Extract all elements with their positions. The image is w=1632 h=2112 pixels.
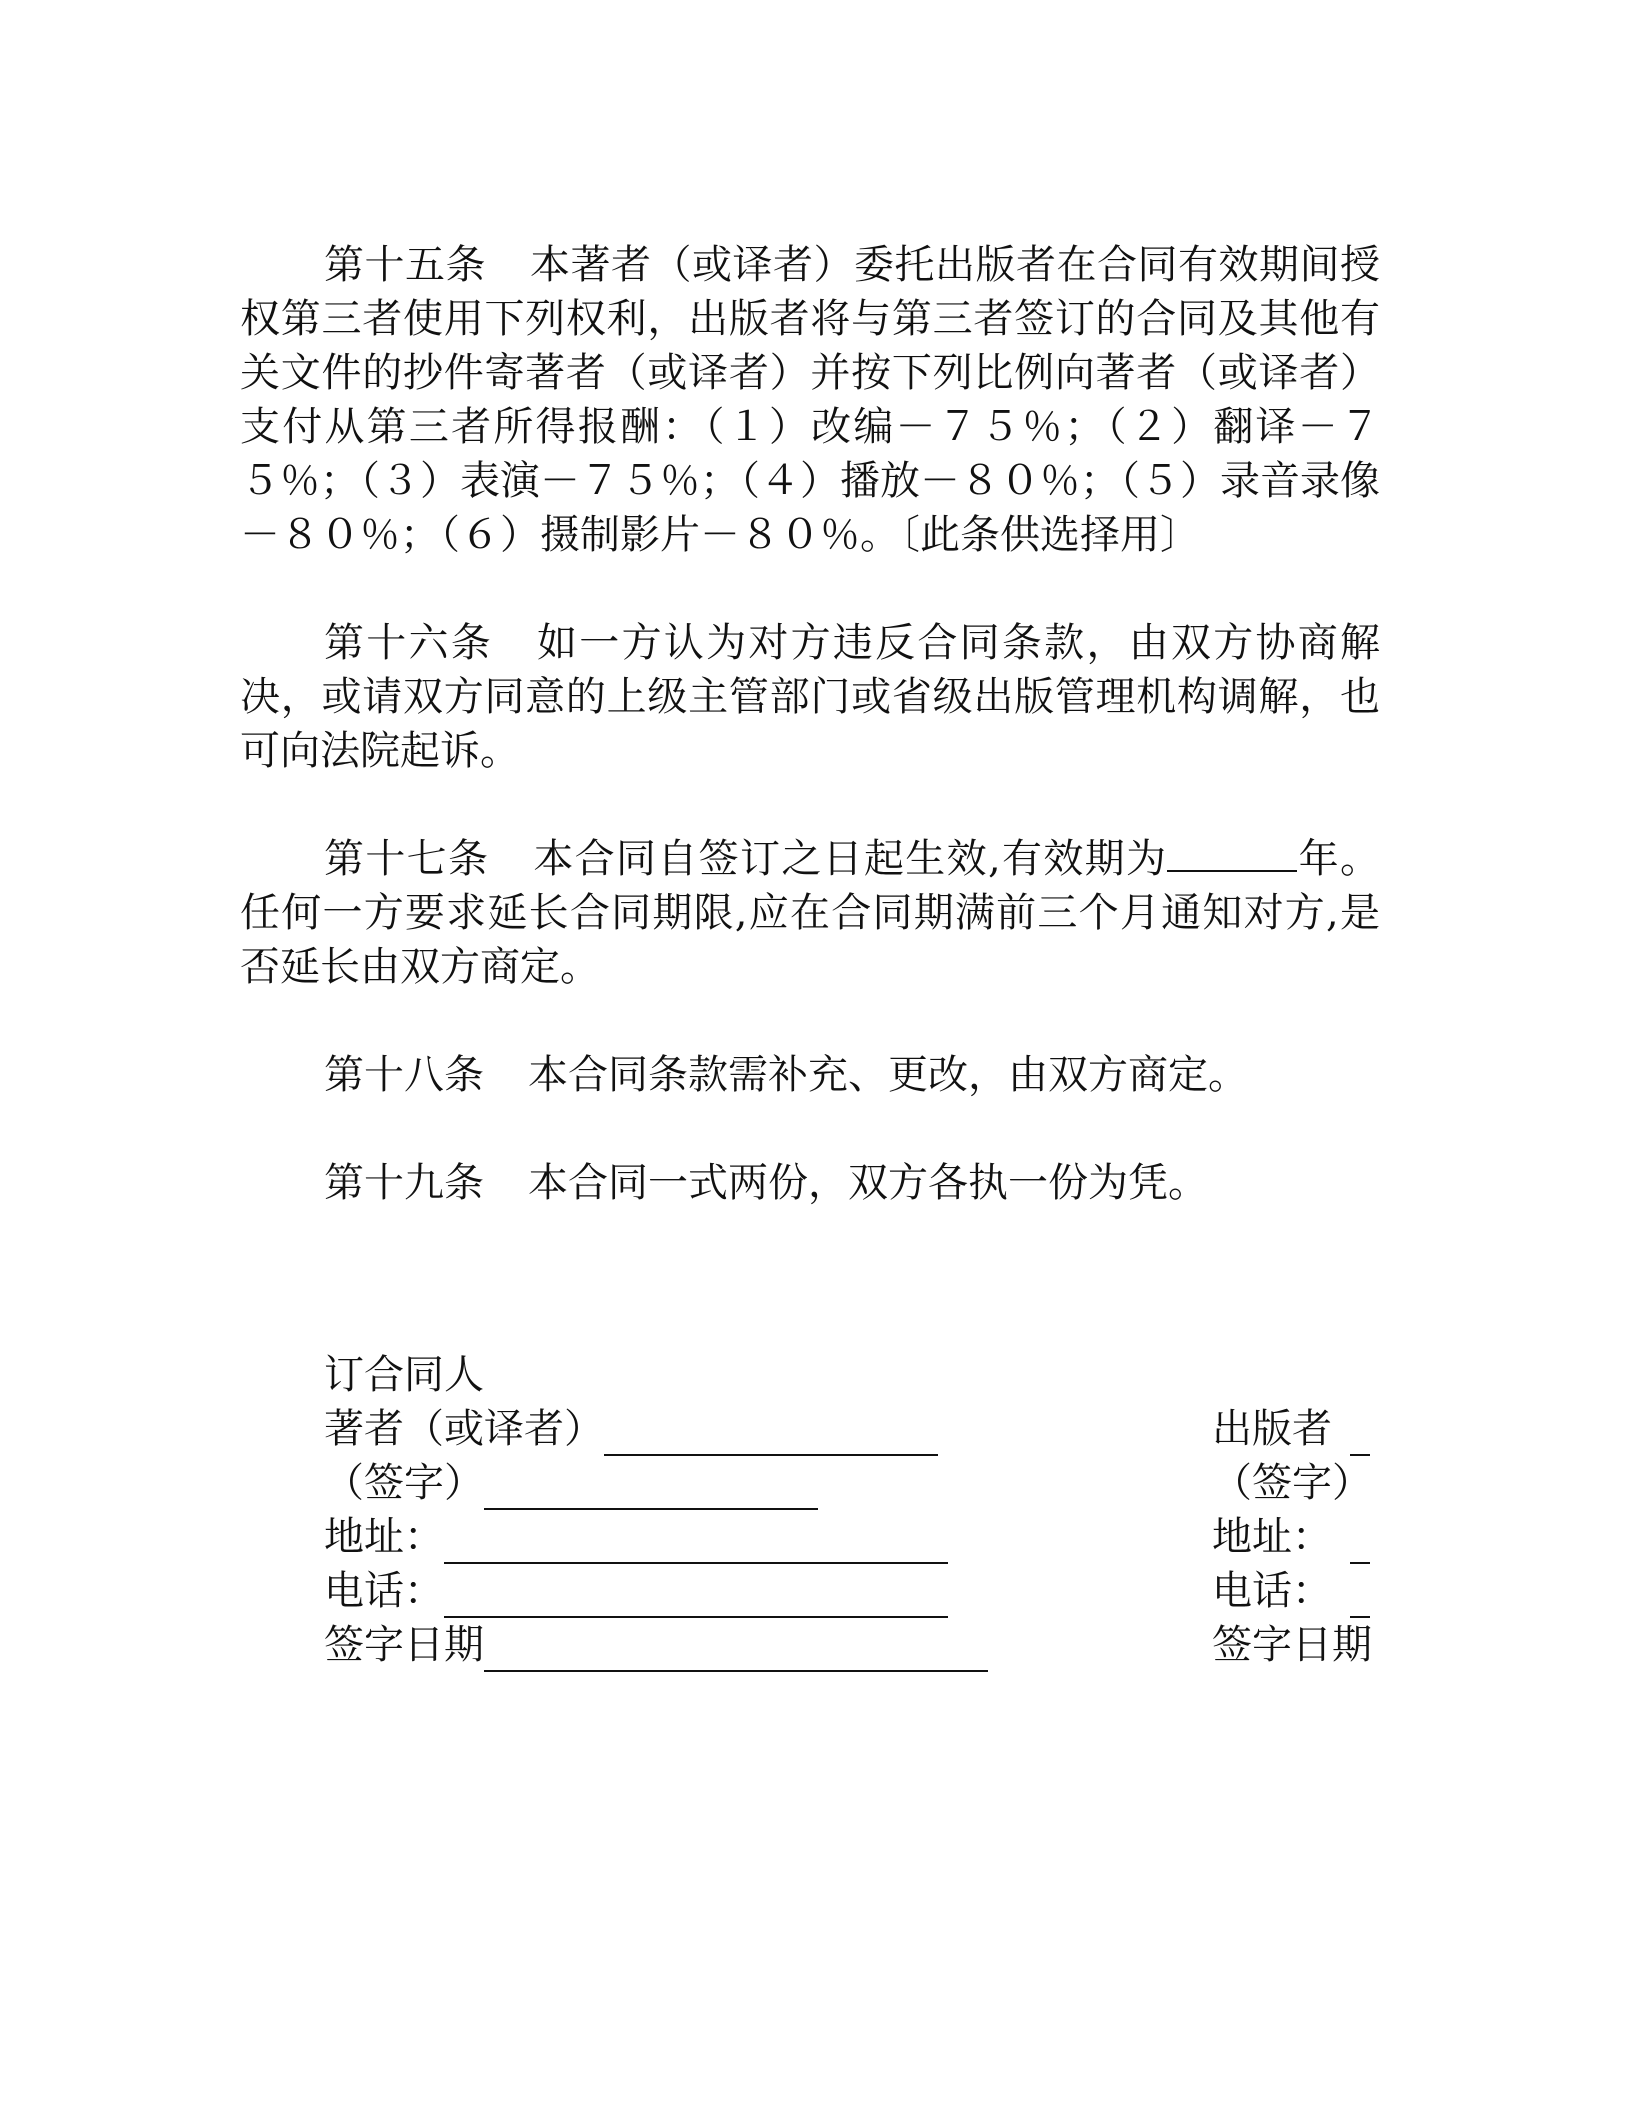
- author-name-line[interactable]: [604, 1410, 938, 1456]
- article-text: 本合同条款需补充、更改，由双方商定。: [528, 1052, 1248, 1098]
- contract-body: [240, 238, 1380, 1264]
- article-text: 本著者（或译者）委托出版者在合同有效期间授权第三者使用下列权利，出版者将与第三者签订的合同及其他有关文件的抄件寄著者（或译者）并按下列比例向著者（或译者）支付从第三者所得报酬：（１）改编－７５％；（２）翻译－７５％；（３）表演－７５％；（４）播放－８０％；（５）录音录像－８０％；（６）摄制影片－８０％。〔此条供选择用〕: [240, 242, 1380, 558]
- validity-years-blank[interactable]: [1167, 832, 1297, 872]
- publisher-date-label: 签字日期: [1212, 1622, 1372, 1668]
- signature-heading-row: [324, 1348, 1380, 1402]
- article-18: [240, 1048, 1380, 1102]
- article-19: [240, 1156, 1380, 1210]
- signature-block: [324, 1348, 1380, 1672]
- author-phone-line[interactable]: [444, 1572, 948, 1618]
- article-text: 如一方认为对方违反合同条款，由双方协商解决，或请双方同意的上级主管部门或省级出版管理机构调解，也可向法院起诉。: [240, 620, 1381, 774]
- article-15: [240, 238, 1380, 562]
- publisher-label: 出版者: [1212, 1406, 1332, 1452]
- publisher-name-line[interactable]: [1350, 1410, 1370, 1456]
- article-number: 第十七条: [324, 836, 490, 882]
- article-17: [240, 832, 1380, 994]
- phone-row: [324, 1564, 1380, 1618]
- author-address-line[interactable]: [444, 1518, 948, 1564]
- author-row: [324, 1402, 1380, 1456]
- author-address-label: 地址：: [324, 1514, 444, 1560]
- author-sign-label: （签字）: [324, 1460, 484, 1506]
- author-label: 著者（或译者）: [324, 1406, 604, 1452]
- article-number: 第十九条: [324, 1160, 484, 1206]
- article-text-after: 年。任何一方要求延长合同期限,应在合同期满前三个月通知对方,是否延长由双方商定。: [240, 836, 1381, 990]
- article-number: 第十五条: [324, 242, 486, 288]
- publisher-phone-line[interactable]: [1350, 1572, 1370, 1618]
- publisher-phone-label: 电话：: [1212, 1568, 1332, 1614]
- article-16: [240, 616, 1380, 778]
- article-text: 本合同一式两份，双方各执一份为凭。: [528, 1160, 1208, 1206]
- sign-row: [324, 1456, 1380, 1510]
- address-row: [324, 1510, 1380, 1564]
- author-date-label: 签字日期: [324, 1622, 484, 1668]
- date-row: [324, 1618, 1380, 1672]
- author-phone-label: 电话：: [324, 1568, 444, 1614]
- publisher-sign-label: （签字）: [1212, 1460, 1372, 1506]
- author-date-line[interactable]: [484, 1626, 988, 1672]
- article-number: 第十六条: [324, 620, 494, 666]
- author-sign-line[interactable]: [484, 1464, 818, 1510]
- publisher-address-label: 地址：: [1212, 1514, 1332, 1560]
- signature-heading: 订合同人: [324, 1352, 484, 1398]
- publisher-address-line[interactable]: [1350, 1518, 1370, 1564]
- article-text-before: 本合同自签订之日起生效,有效期为: [533, 836, 1168, 882]
- article-number: 第十八条: [324, 1052, 484, 1098]
